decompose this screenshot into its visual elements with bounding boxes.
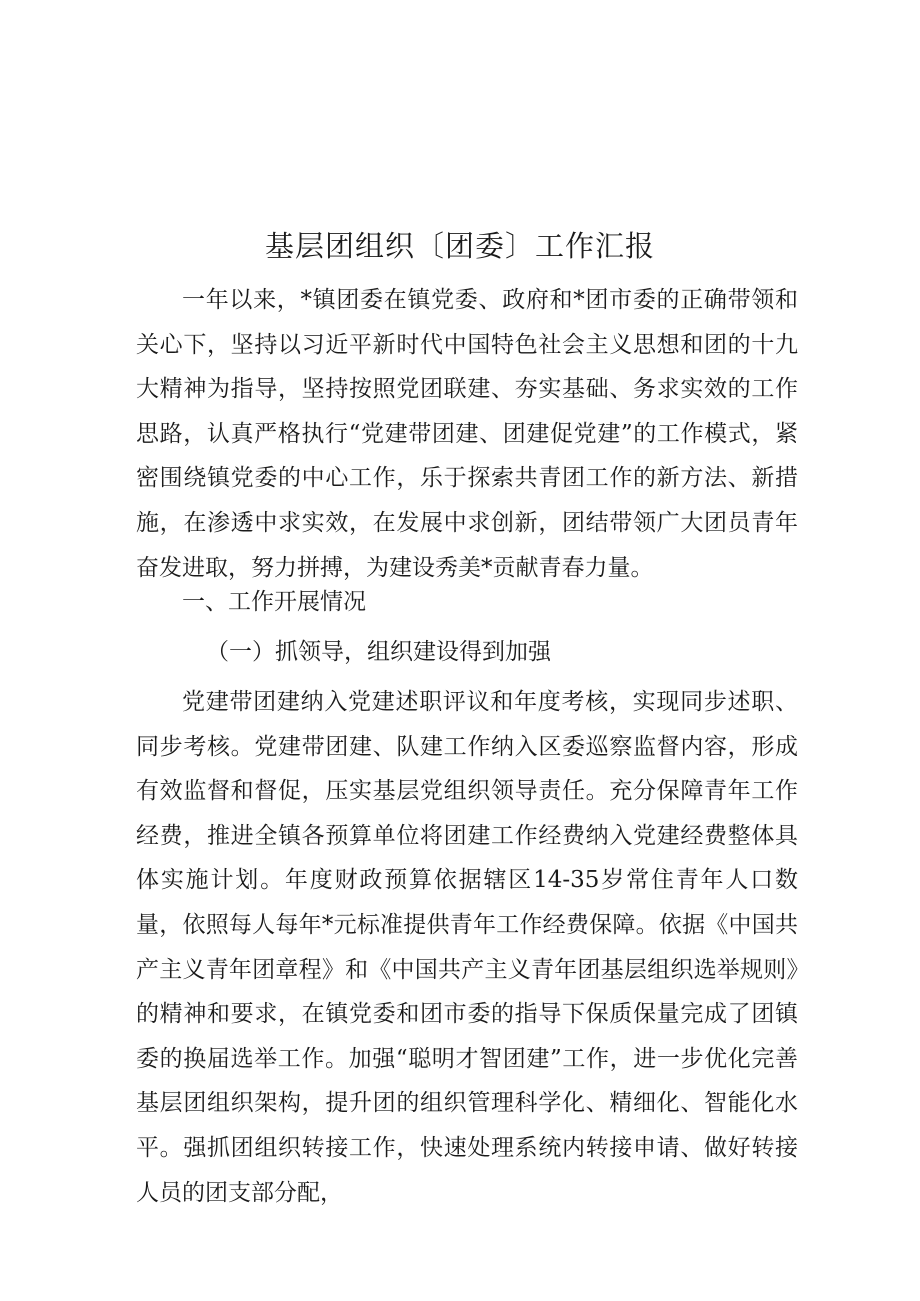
document-title: 基层团组织〔团委〕工作汇报: [264, 229, 655, 263]
subsection-paragraph: 党建带团建纳入党建述职评议和年度考核，实现同步述职、同步考核。党建带团建、队建工作纳入区委巡察监督内容，形成有效监督和督促，压实基层党组织领导责任。充分保障青年工作经费，推进全镇各预算单位将团建工作经费纳入党建经费整体具体实施计划。年度财政预算依据辖区14-35岁常住青年人口数量，依照每人每年*元标准提供青年工作经费保障。依据《中国共产主义青年团章程》和《中国共产主义青年团基层组织选举规则》的精神和要求，在镇党委和团市委的指导下保质保量完成了团镇委的换届选举工作。加强“聪明才智团建”工作，进一步优化完善基层团组织架构，提升团的组织管理科学化、精细化、智能化水平。强抓团组织转接工作，快速处理系统内转接申请、做好转接人员的团支部分配，: [136, 689, 798, 1206]
section-heading: 一、工作开展情况: [182, 589, 366, 615]
intro-paragraph: 一年以来，*镇团委在镇党委、政府和*团市委的正确带领和关心下，坚持以习近平新时代中国特色社会主义思想和团的十九大精神为指导，坚持按照党团联建、夯实基础、务求实效的工作思路，认真严格执行“党建带团建、团建促党建”的工作模式，紧密围绕镇党委的中心工作，乐于探索共青团工作的新方法、新措施，在渗透中求实效，在发展中求创新，团结带领广大团员青年奋发进取，努力拼搏，为建设秀美*贡献青春力量。: [136, 287, 798, 581]
subsection-paragraph-block: [136, 680, 798, 1215]
subsection-heading-block: [136, 630, 798, 674]
section-heading-block: [136, 580, 798, 624]
intro-paragraph-block: [136, 278, 798, 590]
subsection-heading: （一）抓领导，组织建设得到加强: [206, 639, 551, 665]
